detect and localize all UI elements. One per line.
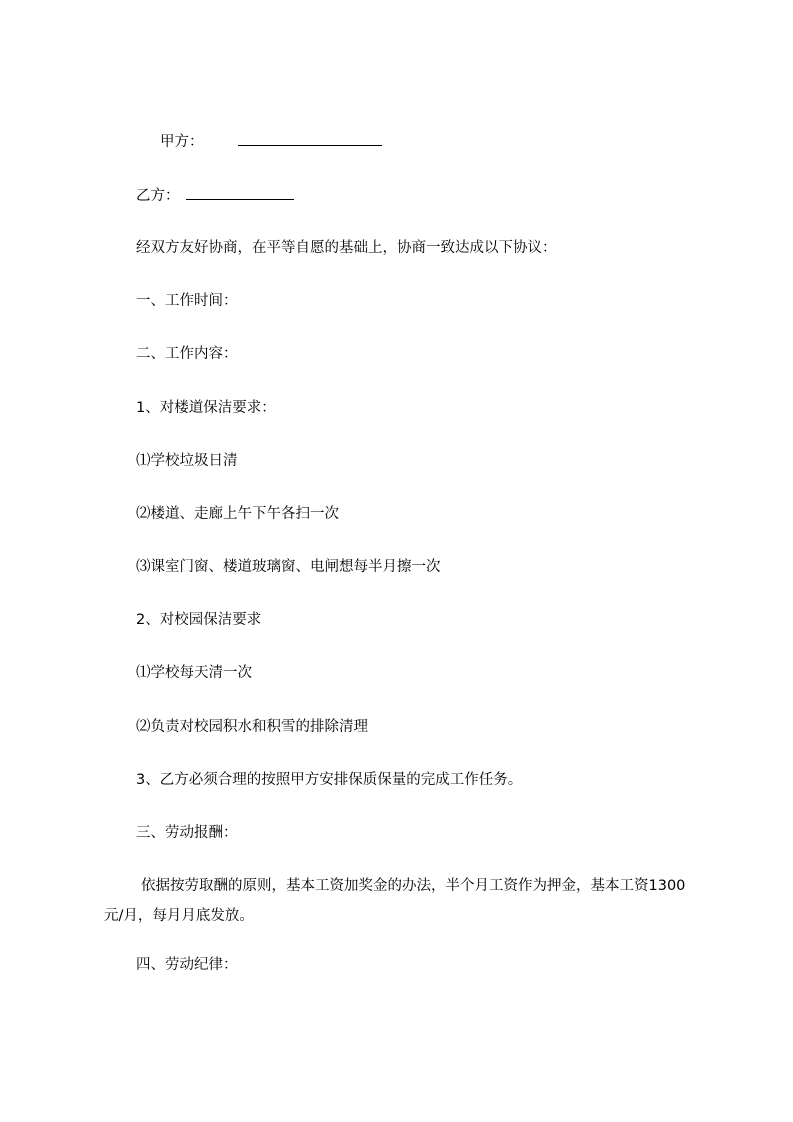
- section-2-heading: 二、工作内容：: [136, 346, 238, 362]
- party-b-blank[interactable]: [186, 185, 294, 200]
- party-a-label: 甲方：: [160, 134, 204, 150]
- party-a-blank[interactable]: [238, 131, 382, 146]
- list-item: ⑴学校每天清一次: [136, 665, 252, 681]
- section-1-heading: 一、工作时间：: [136, 293, 238, 309]
- list-item: ⑵楼道、走廊上午下午各扫一次: [136, 506, 339, 522]
- section-3-heading: 三、劳动报酬：: [136, 825, 238, 841]
- section-3-body: 依据按劳取酬的原则，基本工资加奖金的办法，半个月工资作为押金，基本工资1300元/月，每月月底发放。: [104, 878, 686, 924]
- party-b-label: 乙方：: [136, 188, 180, 204]
- list-item: ⑶课室门窗、楼道玻璃窗、电闸想每半月擦一次: [136, 559, 441, 575]
- list-item: 3、乙方必须合理的按照甲方安排保质保量的完成工作任务。: [136, 772, 523, 788]
- party-b-line: [136, 185, 294, 206]
- party-a-line: [160, 131, 382, 152]
- list-item: ⑴学校垃圾日清: [136, 453, 238, 469]
- intro-paragraph: 经双方友好协商，在平等自愿的基础上，协商一致达成以下协议：: [136, 240, 557, 256]
- section-4-heading: 四、劳动纪律：: [136, 957, 238, 973]
- list-item: 2、对校园保洁要求: [136, 612, 262, 628]
- list-item: ⑵负责对校园积水和积雪的排除清理: [136, 719, 368, 735]
- list-item: 1、对楼道保洁要求：: [136, 400, 276, 416]
